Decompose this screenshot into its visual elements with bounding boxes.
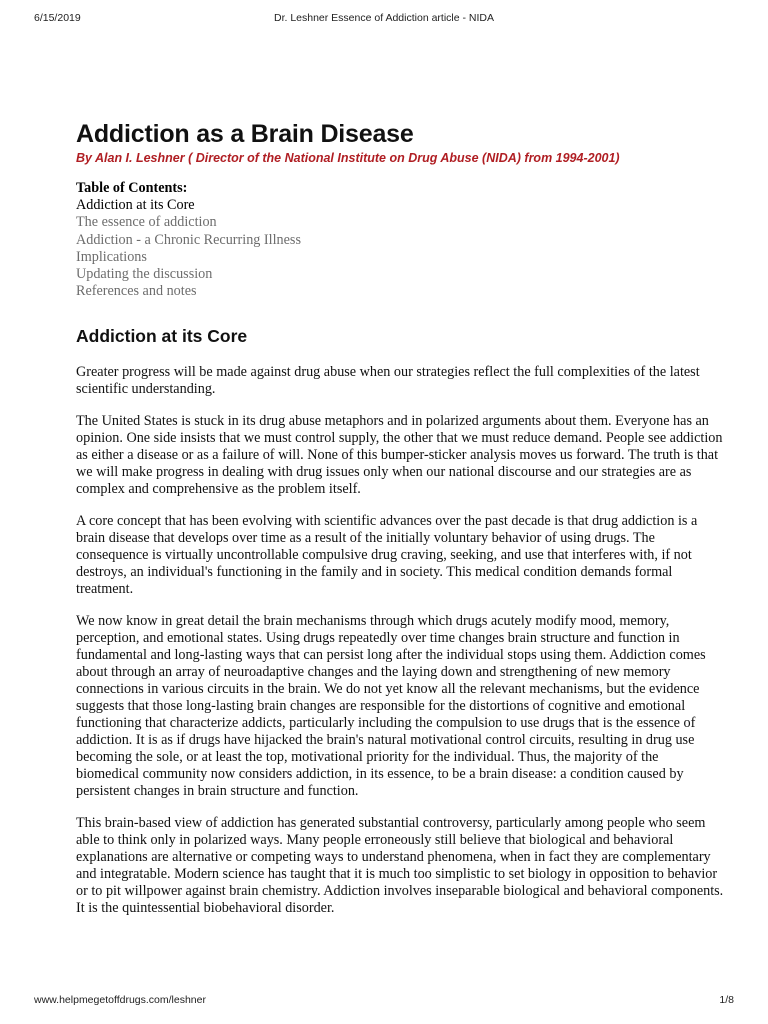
toc-link-updating-discussion[interactable]: Updating the discussion [76, 266, 213, 283]
toc-link-implications[interactable]: Implications [76, 248, 147, 265]
print-date: 6/15/2019 [34, 12, 81, 24]
paragraph: A core concept that has been evolving with scientific advances over the past decade is that drug addiction is a brain disease that develops over time as a result of the initially voluntary behavior of using drugs. The consequence is virtually uncontrollable compulsive drug craving, seeking, and use that interferes with, if not destroys, an individual's functioning in the family and in society. This medical condition demands formal treatment. [76, 513, 698, 598]
article-title: Addiction as a Brain Disease [76, 120, 414, 148]
print-footer [34, 994, 734, 1010]
article-byline: By Alan I. Leshner ( Director of the National Institute on Drug Abuse (NIDA) from 1994-2001) [76, 151, 620, 165]
print-url: www.helpmegetoffdrugs.com/leshner [34, 994, 206, 1006]
print-page-title: Dr. Leshner Essence of Addiction article - NIDA [273, 12, 495, 24]
toc-link-references-notes[interactable]: References and notes [76, 283, 197, 300]
print-header [34, 12, 734, 28]
toc-heading: Table of Contents: [76, 180, 188, 196]
section-heading: Addiction at its Core [76, 326, 248, 347]
toc-link-essence-of-addiction[interactable]: The essence of addiction [76, 214, 217, 231]
article-body [76, 118, 724, 917]
toc-link-chronic-recurring-illness[interactable]: Addiction - a Chronic Recurring Illness [76, 231, 301, 248]
toc-link-addiction-at-its-core[interactable]: Addiction at its Core [76, 197, 195, 214]
page-number: 1/8 [719, 994, 734, 1006]
paragraph: We now know in great detail the brain mechanisms through which drugs acutely modify mood, memory, perception, and emotional states. Using drugs repeatedly over time changes brain structure and function in fundamental and long-lasting ways that can persist long after the individual stops using them. Addiction comes about through an array of neuroadaptive changes and the laying down and strengthening of new memory connections in various circuits in the brain. We do not yet know all the relevant mechanisms, but the evidence suggests that those long-lasting brain changes are responsible for the distortions of cognitive and emotional functioning that characterize addicts, particularly including the compulsion to use drugs that is the essence of addiction. It is as if drugs have hijacked the brain's natural motivational control circuits, resulting in drug use becoming the sole, or at least the top, motivational priority for the individual. Thus, the majority of the biomedical community now considers addiction, in its essence, to be a brain disease: a condition caused by persistent changes in brain structure and function. [76, 613, 706, 800]
paragraph: The United States is stuck in its drug abuse metaphors and in polarized arguments about them. Everyone has an opinion. One side insists that we must control supply, the other that we must reduce demand. People see addiction as either a disease or as a failure of will. None of this bumper-sticker analysis moves us forward. The truth is that we will make progress in dealing with drug issues only when our national discourse and our strategies are as complex and comprehensive as the problem itself. [76, 413, 723, 498]
paragraph: Greater progress will be made against drug abuse when our strategies reflect the full complexities of the latest scientific understanding. [76, 364, 700, 398]
paragraph: This brain-based view of addiction has generated substantial controversy, particularly among people who seem able to think only in polarized ways. Many people erroneously still believe that biological and behavioral explanations are alternative or competing ways to understand phenomena, when in fact they are complementary and integratable. Modern science has taught that it is much too simplistic to set biology in opposition to behavior or to pit willpower against brain chemistry. Addiction involves inseparable biological and behavioral components. It is the quintessential biobehavioral disorder. [76, 815, 724, 917]
table-of-contents [76, 180, 724, 300]
